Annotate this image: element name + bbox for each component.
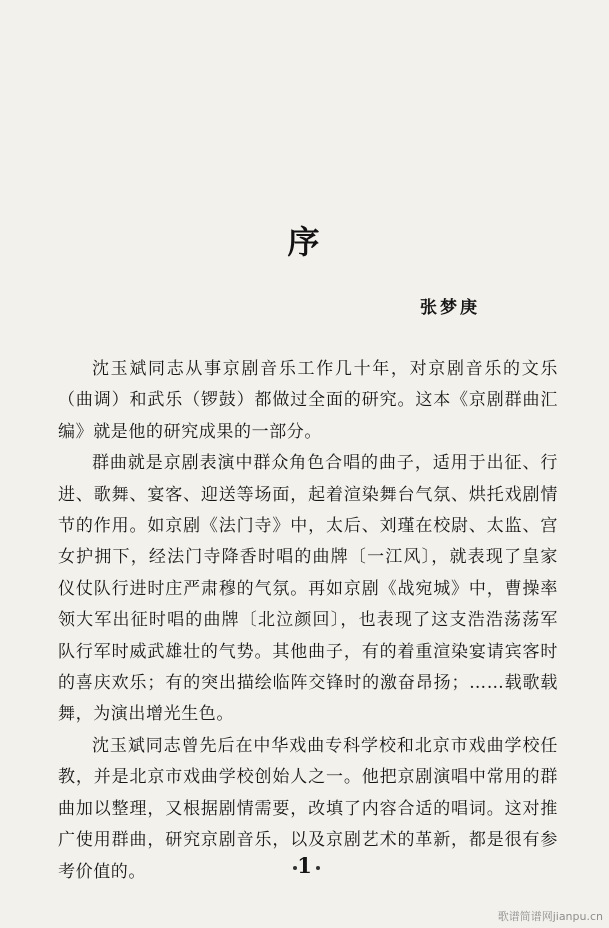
page-number-dot-right: [316, 866, 320, 870]
page-number: 1: [297, 853, 312, 878]
paragraph-2: 群曲就是京剧表演中群众角色合唱的曲子，适用于出征、行进、歌舞、宴客、迎送等场面，起着渲染舞台气氛、烘托戏剧情节的作用。如京剧《法门寺》中，太后、刘瑾在校尉、太监、宫女护拥下，经法门寺降香时唱的曲牌〔一江风〕，就表现了皇家仪仗队行进时庄严肃穆的气氛。再如京剧《战宛城》中，曹操率领大军出征时唱的曲牌〔北泣颜回〕，也表现了这支浩浩荡荡军队行军时威武雄壮的气势。其他曲子，有的着重渲染宴请宾客时的喜庆欢乐；有的突出描绘临阵交锋时的激奋昂扬；……载歌载舞，为演出增光生色。: [58, 453, 558, 725]
preface-body: [58, 354, 558, 888]
page-title: 序: [287, 223, 322, 261]
watermark-text: 歌谱简谱网jianpu.cn: [497, 910, 603, 923]
author-name: 张梦庚: [420, 298, 480, 318]
paragraph-3: 沈玉斌同志曾先后在中华戏曲专科学校和北京市戏曲学校任教，并是北京市戏曲学校创始人之一。他把京剧演唱中常用的群曲加以整理，又根据剧情需要，改填了内容合适的唱词。这对推广使用群曲，研究京剧音乐，以及京剧艺术的革新，都是很有参考价值的。: [58, 735, 558, 882]
paragraph-1: 沈玉斌同志从事京剧音乐工作几十年，对京剧音乐的文乐（曲调）和武乐（锣鼓）都做过全面的研究。这本《京剧群曲汇编》就是他的研究成果的一部分。: [58, 359, 558, 442]
